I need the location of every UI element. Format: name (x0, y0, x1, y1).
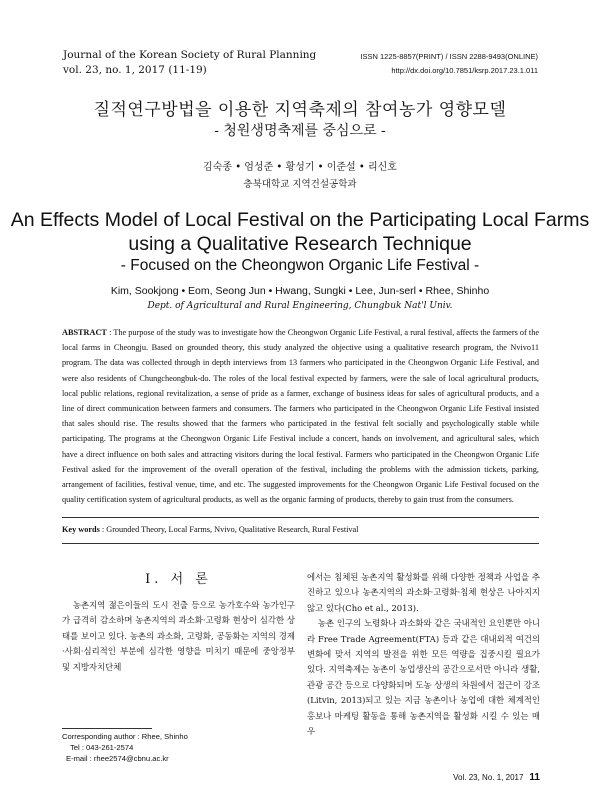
korean-authors: 김숙종 • 엄성준 • 황성기 • 이준설 • 리신호 (203, 162, 397, 173)
abstract-text: : The purpose of the study was to investigate how the Cheongwon Organic Life Festival, a rural festival, affects the farmers of the local farms in Cheongju. Based on grounded theory, this study analyzed the objective using a qualitative research program, the Nvivo11 program. The data was collected through in depth interviews from 13 farmers who participated in the Cheongwon Organic Life Festival, and were also residents of Chungcheongbuk-do. The roles of the local festival expected by farmers, were the sale of local agricultural products, local public relations, regional revitalization, a sense of pride as a farmer, exchange of business ideas for sales of agricultural products, and a line of direct communication between farmers and consumers. The farmers who participated in the Cheongwon Organic Life Festival insisted that sales should rise. The results showed that the farmers who participated in the festival felt socially and psychologically stable while participating. The programs at the Cheongwon Organic Life Festival include a concert, hands on involvement, and agricultural sales, which have a direct influence on both sales and attracting visitors during the local festival. Farmers who participated in the Cheongwon Organic Life Festival asked for the improvement of the overall operation of the festival, including the problems with the admission tickets, parking, arrangement of facilities, festival venue, time, and etc. The suggested improvements for the Cheongwon Organic Life Festival focused on the quality certification system of agricultural products, as well as the organic farming of products, thereby to gain trust from the consumers. (62, 328, 539, 505)
page-footer (453, 772, 540, 783)
journal-volume: vol. 23, no. 1, 2017 (11-19) (63, 64, 207, 76)
issn-header (360, 50, 538, 78)
page-number: 11 (529, 772, 540, 783)
author-tel: Tel : 043-261-2574 (70, 743, 134, 752)
korean-affiliation: 충북대학교 지역건설공학과 (243, 179, 357, 190)
left-paragraph-1: 농촌지역 젊은이들의 도시 전출 등으로 농가호수와 농가인구가 급격히 감소하며 농촌지역의 과소화·고령화 현상이 심각한 상태를 보이고 있다. 농촌의 과소화, 고령화, 공동화는 지역의 경제·사회·심리적인 부분에 심각한 영향을 미치기 때문에 중앙정부 및 지방자치단체 (62, 600, 295, 672)
left-column (62, 598, 295, 675)
right-column (307, 570, 540, 739)
divider-top (62, 517, 539, 518)
right-paragraph-2: 농촌 인구의 노령화나 과소화와 같은 국내적인 요인뿐만 아니라 Free Trade Agreement(FTA) 등과 같은 대내외적 여건의 변화에 맞서 지역의 발전을 위한 모든 역량을 집중시킬 필요가 있다. 지역축제는 농촌이 농업생산의 공간으로서만 아니라 생활, 관광 공간 등으로 다양화되며 도농 상생의 차원에서 접근이 강조(Litvin, 2013)되고 있는 지금 농촌이나 농업에 대한 체계적인 홍보나 마케팅 활동을 통해 농촌지역을 활성화 시킬 수 있는 매우 (307, 618, 540, 737)
abstract-label: ABSTRACT (62, 328, 107, 337)
english-subtitle: - Focused on the Cheongwon Organic Life Festival - (120, 257, 480, 274)
korean-title: 질적연구방법을 이용한 지역축제의 참여농가 영향모델 (93, 100, 507, 120)
footnote-rule (62, 728, 152, 729)
footnote (62, 731, 188, 764)
english-title-line2: using a Qualitative Research Technique (128, 233, 472, 255)
keywords-label: Key words (62, 525, 100, 534)
korean-subtitle: - 청원생명축제를 중심으로 - (214, 123, 386, 139)
doi-link[interactable]: http://dx.doi.org/10.7851/ksrp.2017.23.1.011 (391, 66, 538, 75)
keywords (62, 525, 539, 534)
section-title: Ⅰ. 서 론 (145, 572, 212, 587)
journal-header (63, 48, 316, 78)
english-affiliation: Dept. of Agricultural and Rural Engineering, Chungbuk Nat'l Univ. (147, 301, 453, 311)
issn: ISSN 1225-8857(PRINT) / ISSN 2288-9493(ONLINE) (360, 52, 538, 61)
keywords-text: : Grounded Theory, Local Farms, Nvivo, Qualitative Research, Rural Festival (99, 525, 359, 534)
right-paragraph-1: 에서는 침체된 농촌지역 활성화를 위해 다양한 정책과 사업을 추진하고 있으나 농촌지역의 과소화·고령화·침체 현상은 나아지지 않고 있다(Cho et al., 2013). (307, 572, 540, 613)
corresponding-author: Corresponding author : Rhee, Shinho (62, 732, 188, 741)
footer-issue: Vol. 23, No. 1, 2017 (453, 773, 524, 782)
abstract (62, 325, 539, 507)
journal-name: Journal of the Korean Society of Rural Planning (63, 49, 317, 61)
english-title-line1: An Effects Model of Local Festival on the Participating Local Farms (10, 209, 590, 231)
divider-bottom (62, 543, 539, 544)
author-email[interactable]: E-mail : rhee2574@cbnu.ac.kr (66, 754, 169, 763)
english-authors: Kim, Sookjong • Eom, Seong Jun • Hwang, Sungki • Lee, Jun-serl • Rhee, Shinho (110, 285, 490, 297)
